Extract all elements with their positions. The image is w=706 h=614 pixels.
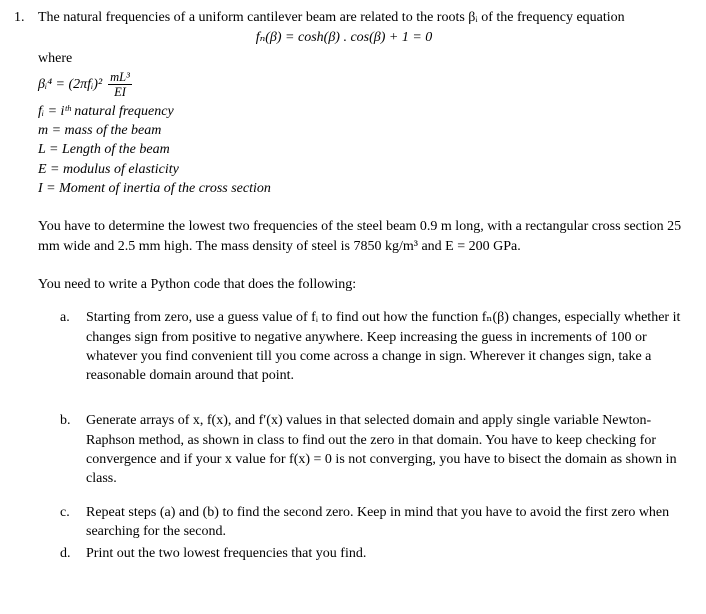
step-c-text: Repeat steps (a) and (b) to find the second zero. Keep in mind that you have to avoid the first zero when searching for the second. — [86, 504, 670, 539]
frequency-equation: fₙ(β) = cosh(β) . cos(β) + 1 = 0 — [255, 30, 433, 46]
definition-L: L = Length of the beam — [38, 142, 170, 158]
beta-equation-lhs: βᵢ⁴ = (2πfᵢ)² — [38, 77, 103, 93]
fraction-denominator: EI — [114, 85, 126, 100]
step-c-label: c. — [60, 504, 70, 520]
task-paragraph: You have to determine the lowest two frequencies of the steel beam 0.9 m long, with a rectangular cross section 25 mm wide and 2.5 mm high. The mass density of steel is 7850 kg/m³ and E = 200 GPa. — [38, 219, 682, 254]
item-number: 1. — [14, 10, 25, 25]
variable-definitions — [38, 102, 690, 199]
step-d-label: d. — [60, 546, 71, 562]
definition-E: E = modulus of elasticity — [38, 161, 179, 177]
instructions-intro: You need to write a Python code that does the following: — [38, 276, 357, 292]
step-b — [60, 411, 690, 488]
beta-equation — [38, 70, 690, 100]
step-c — [60, 503, 690, 542]
beta-equation-fraction — [108, 70, 132, 100]
definition-m: m = mass of the beam — [38, 123, 162, 138]
definition-fi: fᵢ = iᵗʰ natural frequency — [38, 103, 174, 119]
step-a-text: Starting from zero, use a guess value of fᵢ to find out how the function fₙ(β) changes, especially whether it changes sign from positive to negative anywhere. Keep increasing the guess in increments of 100 or whatever you find convenient till you come across a change in sign. Wherever it changes sign, take a reasonable domain around that point. — [86, 310, 681, 384]
fraction-numerator: mL³ — [110, 69, 130, 84]
problem-item-1 — [14, 8, 690, 564]
item-body — [38, 8, 690, 564]
step-d — [60, 544, 690, 563]
step-b-text: Generate arrays of x, f(x), and f′(x) values in that selected domain and apply single variable Newton-Raphson method, as shown in class to find out the zero in that domain. You have to keep checking for convergence and if your x value for f(x) = 0 is not converging, you have to bisect the domain as shown in class. — [86, 413, 677, 487]
steps-list — [38, 308, 690, 563]
step-a-label: a. — [60, 310, 70, 326]
step-d-text: Print out the two lowest frequencies that you find. — [86, 546, 367, 562]
intro-paragraph: The natural frequencies of a uniform cantilever beam are related to the roots βᵢ of the frequency equation — [38, 10, 625, 25]
definition-I: I = Moment of inertia of the cross section — [38, 180, 271, 196]
step-a — [60, 308, 690, 385]
step-b-label: b. — [60, 413, 71, 429]
where-label: where — [38, 50, 73, 66]
